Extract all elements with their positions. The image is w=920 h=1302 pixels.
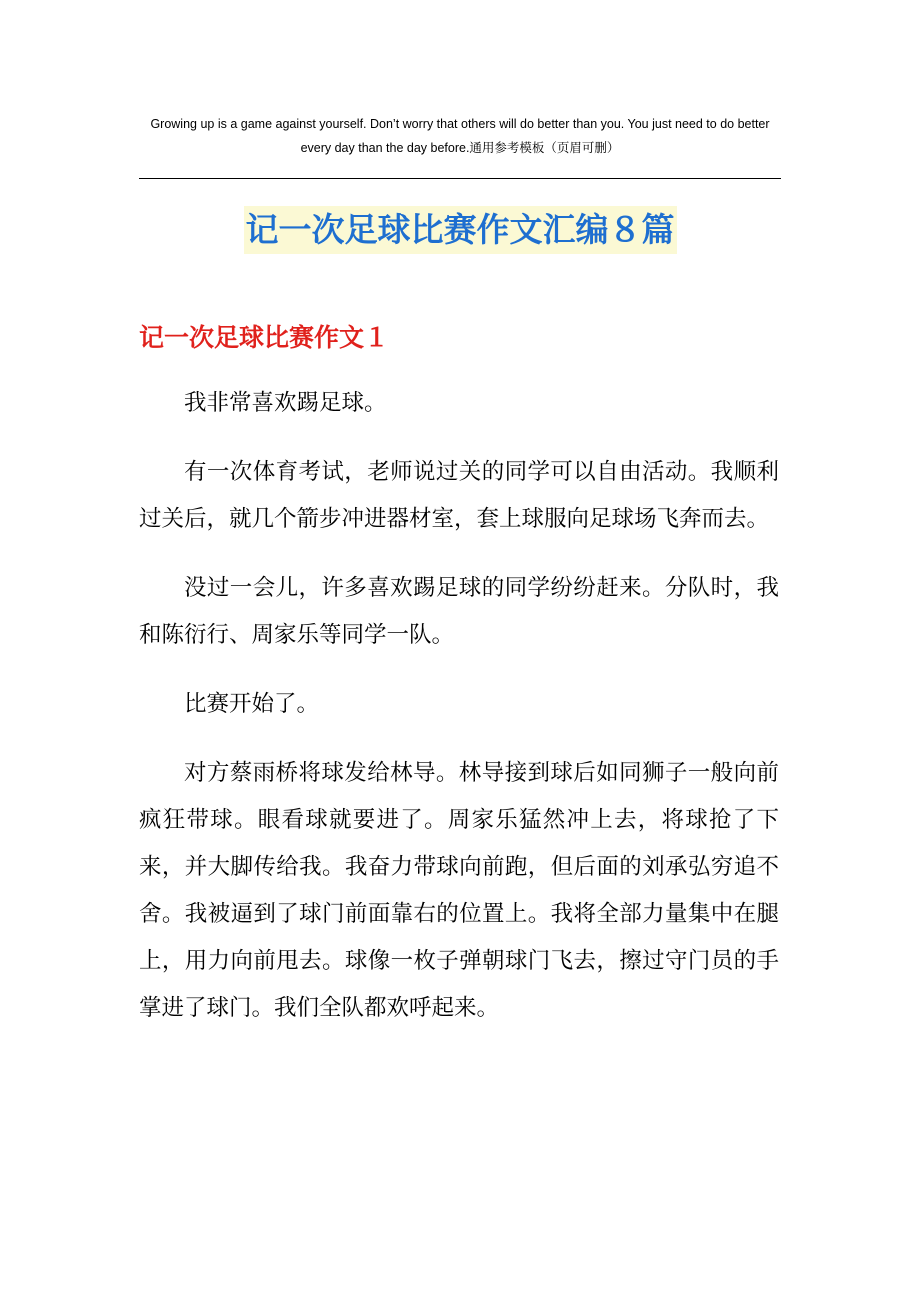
paragraph-3: 没过一会儿，许多喜欢踢足球的同学纷纷赶来。分队时，我和陈衍行、周家乐等同学一队。: [139, 575, 779, 648]
paragraph-5: 对方蔡雨桥将球发给林导。林导接到球后如同狮子一般向前疯狂带球。眼看球就要进了。周家乐猛然冲上去，将球抢了下来，并大脚传给我。我奋力带球向前跑，但后面的刘承弘穷追不舍。我被逼到了球门前面靠右的位置上。我将全部力量集中在腿上，用力向前甩去。球像一枚子弹朝球门飞去，擦过守门员的手掌进了球门。我们全队都欢呼起来。: [139, 760, 779, 1021]
page-header-text: Growing up is a game against yourself. Don’t worry that others will do better than you. You just need to do better every day than the day before.通用参考模板（页眉可删）: [150, 117, 770, 155]
paragraph-4: 比赛开始了。: [184, 691, 320, 717]
document-title: [0, 206, 920, 254]
document-title-text: 记一次足球比赛作文汇编８篇: [244, 206, 677, 254]
paragraph-2: 有一次体育考试，老师说过关的同学可以自由活动。我顺利过关后，就几个箭步冲进器材室，套上球服向足球场飞奔而去。: [139, 459, 779, 532]
header-divider: [139, 178, 781, 179]
section-heading: 记一次足球比赛作文１: [139, 323, 390, 352]
paragraph-1: 我非常喜欢踢足球。: [184, 390, 387, 416]
article-body: [139, 380, 779, 1054]
